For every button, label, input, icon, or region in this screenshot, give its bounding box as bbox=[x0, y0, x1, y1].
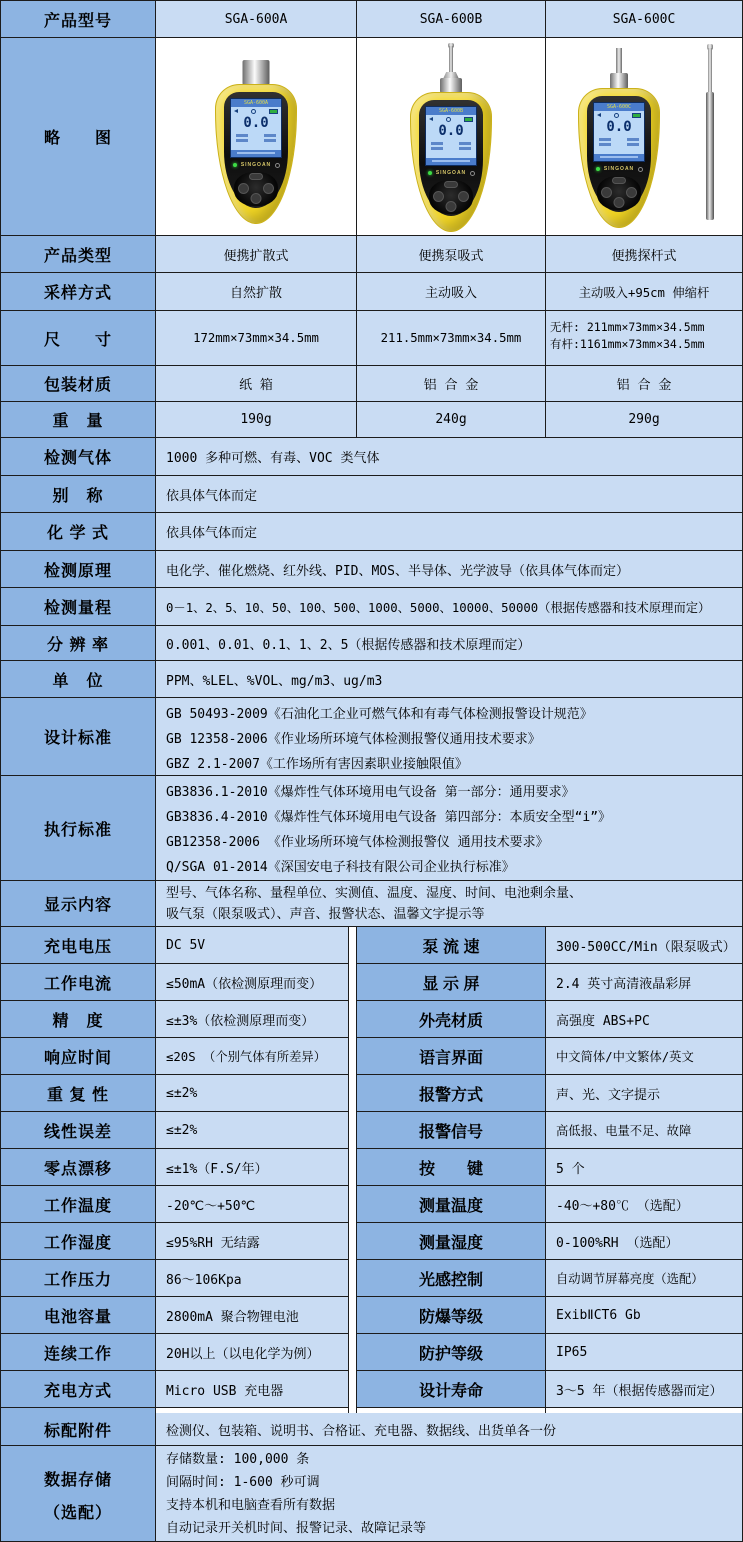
sketch-row-label: 略 图 bbox=[1, 38, 156, 236]
product-photo-sga600c bbox=[546, 38, 742, 236]
value-a: 便携扩散式 bbox=[156, 236, 357, 273]
device-body bbox=[410, 92, 492, 232]
lcd-model-text: SGA-600A bbox=[231, 99, 281, 107]
left-value: ≤50mA（依检测原理而变） bbox=[156, 964, 349, 1001]
column-gap bbox=[349, 927, 357, 964]
right-label: 显 示 屏 bbox=[357, 964, 546, 1001]
enter-button bbox=[446, 201, 457, 212]
row-formula bbox=[1, 513, 742, 551]
right-value: 2.4 英寸高清液晶彩屏 bbox=[546, 964, 742, 1001]
model-sga600c: SGA-600C bbox=[546, 1, 742, 38]
left-label: 工作压力 bbox=[1, 1260, 156, 1297]
row-accessories bbox=[1, 1413, 742, 1446]
right-label: 泵 流 速 bbox=[357, 927, 546, 964]
left-label: 零点漂移 bbox=[1, 1149, 156, 1186]
right-label: 设计寿命 bbox=[357, 1371, 546, 1408]
row-label: 包装材质 bbox=[1, 366, 156, 402]
left-value: 20H以上（以电化学为例） bbox=[156, 1334, 349, 1371]
row-label: 检测原理 bbox=[1, 551, 156, 588]
pump-inlet-cap bbox=[610, 73, 628, 89]
row-exec-standard bbox=[1, 776, 742, 881]
row-label: 分 辨 率 bbox=[1, 626, 156, 661]
lcd-screen bbox=[593, 102, 645, 162]
row-principle bbox=[1, 551, 742, 588]
column-gap bbox=[349, 1334, 357, 1371]
left-value: ≤±1%（F.S/年） bbox=[156, 1149, 349, 1186]
right-label: 防护等级 bbox=[357, 1334, 546, 1371]
battery-icon bbox=[632, 113, 641, 118]
spec-row bbox=[1, 964, 742, 1001]
lcd-screen bbox=[230, 98, 282, 158]
spec-row bbox=[1, 1186, 742, 1223]
column-gap bbox=[349, 1260, 357, 1297]
row-weight bbox=[1, 402, 742, 438]
row-label: 执行标准 bbox=[1, 776, 156, 881]
brand-label: SINGOAN bbox=[435, 170, 467, 176]
right-value: 0-100%RH （选配） bbox=[546, 1223, 742, 1260]
right-value: 高强度 ABS+PC bbox=[546, 1001, 742, 1038]
spec-row bbox=[1, 1371, 742, 1408]
speaker-icon bbox=[234, 109, 238, 113]
nav-left-button bbox=[433, 191, 444, 202]
menu-button bbox=[249, 173, 263, 180]
column-gap bbox=[349, 1371, 357, 1408]
brand-label: SINGOAN bbox=[240, 162, 272, 168]
row-value: 存储数量: 100,000 条 间隔时间: 1-600 秒可调 支持本机和电脑查看所有数据 自动记录开关机时间、报警记录、故障记录等 bbox=[156, 1446, 742, 1542]
speaker-icon bbox=[597, 113, 601, 117]
gas-reading: 0.0 bbox=[606, 119, 632, 135]
left-label: 电池容量 bbox=[1, 1297, 156, 1334]
device-body bbox=[578, 88, 660, 228]
device-front-panel bbox=[224, 92, 288, 208]
row-label: 设计标准 bbox=[1, 698, 156, 776]
column-gap bbox=[349, 1001, 357, 1038]
left-value: ≤20S （个别气体有所差异） bbox=[156, 1038, 349, 1075]
spec-row bbox=[1, 1223, 742, 1260]
left-label: 充电方式 bbox=[1, 1371, 156, 1408]
column-gap bbox=[349, 1038, 357, 1075]
right-value: -40～+80℃ （选配） bbox=[546, 1186, 742, 1223]
spec-row bbox=[1, 1334, 742, 1371]
menu-button bbox=[612, 177, 626, 184]
right-value: 高低报、电量不足、故障 bbox=[546, 1112, 742, 1149]
row-value: GB3836.1-2010《爆炸性气体环境用电气设备 第一部分：通用要求》 GB3836.4-2010《爆炸性气体环境用电气设备 第四部分：本质安全型“i”》 GB12358-2006 《作业场所环境气体检测报警仪 通用技术要求》 Q/SGA 01-2014《深国安电子科技有限公司企业执行标准》 bbox=[156, 776, 742, 881]
row-label: 别 称 bbox=[1, 476, 156, 513]
lcd-statusbar bbox=[231, 150, 281, 157]
device-front-panel bbox=[587, 96, 651, 212]
enter-button bbox=[251, 193, 262, 204]
power-icon bbox=[638, 167, 643, 172]
spec-row bbox=[1, 1112, 742, 1149]
probe-tube bbox=[449, 46, 453, 73]
nav-right-button bbox=[626, 187, 637, 198]
pump-fan-icon bbox=[251, 109, 256, 114]
row-value: 0－1、2、5、10、50、100、500、1000、5000、10000、50000（根据传感器和技术原理而定） bbox=[156, 588, 742, 626]
left-label: 工作温度 bbox=[1, 1186, 156, 1223]
spec-row bbox=[1, 1001, 742, 1038]
row-design-standard bbox=[1, 698, 742, 776]
column-gap bbox=[349, 1149, 357, 1186]
row-label: 采样方式 bbox=[1, 273, 156, 311]
value-b: 便携泵吸式 bbox=[357, 236, 546, 273]
led-indicator bbox=[596, 167, 600, 171]
right-label: 防爆等级 bbox=[357, 1297, 546, 1334]
row-label: 检测气体 bbox=[1, 438, 156, 476]
lcd-model-text: SGA-600B bbox=[426, 107, 476, 115]
left-label: 工作湿度 bbox=[1, 1223, 156, 1260]
model-row-label: 产品型号 bbox=[1, 1, 156, 38]
value-c: 便携探杆式 bbox=[546, 236, 742, 273]
row-value: 依具体气体而定 bbox=[156, 513, 742, 551]
right-label: 语言界面 bbox=[357, 1038, 546, 1075]
column-gap bbox=[349, 1112, 357, 1149]
power-icon bbox=[275, 163, 280, 168]
nav-left-button bbox=[601, 187, 612, 198]
device-front-panel bbox=[419, 100, 483, 216]
keypad bbox=[429, 180, 473, 214]
left-label: 重 复 性 bbox=[1, 1075, 156, 1112]
row-resolution bbox=[1, 626, 742, 661]
row-label: 显示内容 bbox=[1, 881, 156, 927]
value-c: 无杆: 211mm×73mm×34.5mm 有杆:1161mm×73mm×34.5mm bbox=[546, 311, 742, 366]
left-value: -20℃～+50℃ bbox=[156, 1186, 349, 1223]
right-label: 报警方式 bbox=[357, 1075, 546, 1112]
product-photo-sga600a bbox=[156, 38, 357, 236]
spec-row bbox=[1, 927, 742, 964]
gas-reading: 0.0 bbox=[438, 123, 464, 139]
value-a: 纸 箱 bbox=[156, 366, 357, 402]
value-b: 211.5mm×73mm×34.5mm bbox=[357, 311, 546, 366]
spec-row bbox=[1, 1038, 742, 1075]
value-b: 主动吸入 bbox=[357, 273, 546, 311]
right-value: 自动调节屏幕亮度（选配） bbox=[546, 1260, 742, 1297]
keypad bbox=[597, 176, 641, 210]
right-value: 5 个 bbox=[546, 1149, 742, 1186]
row-value: 型号、气体名称、量程单位、实测值、温度、湿度、时间、电池剩余量、 吸气泵（限泵吸式）、声音、报警状态、温馨文字提示等 bbox=[156, 881, 742, 927]
row-value: GB 50493-2009《石油化工企业可燃气体和有毒气体检测报警设计规范》 GB 12358-2006《作业场所环境气体检测报警仪通用技术要求》 GBZ 2.1-2007《工作场所有害因素职业接触限值》 bbox=[156, 698, 742, 776]
pump-fan-icon bbox=[446, 117, 451, 122]
row-product-type bbox=[1, 236, 742, 273]
column-gap bbox=[349, 1223, 357, 1260]
led-indicator bbox=[428, 171, 432, 175]
row-value: 1000 多种可燃、有毒、VOC 类气体 bbox=[156, 438, 742, 476]
left-label: 工作电流 bbox=[1, 964, 156, 1001]
row-label: 产品类型 bbox=[1, 236, 156, 273]
row-value: 依具体气体而定 bbox=[156, 476, 742, 513]
left-label: 线性误差 bbox=[1, 1112, 156, 1149]
battery-icon bbox=[464, 117, 473, 122]
nav-right-button bbox=[458, 191, 469, 202]
row-value: 电化学、催化燃烧、红外线、PID、MOS、半导体、光学波导（依具体气体而定） bbox=[156, 551, 742, 588]
battery-icon bbox=[269, 109, 278, 114]
left-value: 2800mA 聚合物锂电池 bbox=[156, 1297, 349, 1334]
row-data-storage bbox=[1, 1446, 742, 1542]
value-a: 自然扩散 bbox=[156, 273, 357, 311]
row-sampling bbox=[1, 273, 742, 311]
model-sga600b: SGA-600B bbox=[357, 1, 546, 38]
lcd-screen bbox=[425, 106, 477, 166]
gas-reading: 0.0 bbox=[243, 115, 269, 131]
speaker-icon bbox=[429, 117, 433, 121]
column-gap bbox=[349, 964, 357, 1001]
left-label: 连续工作 bbox=[1, 1334, 156, 1371]
row-label: 检测量程 bbox=[1, 588, 156, 626]
left-value: ≤±3%（依检测原理而变） bbox=[156, 1001, 349, 1038]
device-b bbox=[408, 46, 494, 230]
lcd-statusbar bbox=[426, 158, 476, 165]
pump-fan-icon bbox=[614, 113, 619, 118]
row-value: 0.001、0.01、0.1、1、2、5（根据传感器和技术原理而定） bbox=[156, 626, 742, 661]
right-label: 外壳材质 bbox=[357, 1001, 546, 1038]
right-value: ExibⅡCT6 Gb bbox=[546, 1297, 742, 1334]
right-value: 中文简体/中文繁体/英文 bbox=[546, 1038, 742, 1075]
left-value: DC 5V bbox=[156, 927, 349, 964]
left-value: ≤95%RH 无结露 bbox=[156, 1223, 349, 1260]
row-alias bbox=[1, 476, 742, 513]
nav-left-button bbox=[238, 183, 249, 194]
row-range bbox=[1, 588, 742, 626]
row-label: 数据存储 （选配） bbox=[1, 1446, 156, 1542]
row-value: 检测仪、包装箱、说明书、合格证、充电器、数据线、出货单各一份 bbox=[156, 1413, 742, 1446]
lcd-statusbar bbox=[594, 154, 644, 161]
enter-button bbox=[614, 197, 625, 208]
spec-row bbox=[1, 1260, 742, 1297]
row-label: 重 量 bbox=[1, 402, 156, 438]
row-size bbox=[1, 311, 742, 366]
right-value: 3～5 年（根据传感器而定） bbox=[546, 1371, 742, 1408]
row-label: 尺 寸 bbox=[1, 311, 156, 366]
menu-button bbox=[444, 181, 458, 188]
diffusion-cap bbox=[243, 60, 270, 85]
value-b: 240g bbox=[357, 402, 546, 438]
led-indicator bbox=[233, 163, 237, 167]
value-a: 172mm×73mm×34.5mm bbox=[156, 311, 357, 366]
row-label: 化 学 式 bbox=[1, 513, 156, 551]
value-a: 190g bbox=[156, 402, 357, 438]
column-gap bbox=[349, 1075, 357, 1112]
row-sketch bbox=[1, 38, 742, 236]
right-label: 测量温度 bbox=[357, 1186, 546, 1223]
right-value: 声、光、文字提示 bbox=[546, 1075, 742, 1112]
keypad bbox=[234, 172, 278, 206]
device-body bbox=[215, 84, 297, 224]
left-value: Micro USB 充电器 bbox=[156, 1371, 349, 1408]
telescopic-rod bbox=[706, 48, 714, 220]
left-label: 充电电压 bbox=[1, 927, 156, 964]
value-c: 铝 合 金 bbox=[546, 366, 742, 402]
probe-tube bbox=[616, 48, 622, 74]
lcd-model-text: SGA-600C bbox=[594, 103, 644, 111]
left-value: 86～106Kpa bbox=[156, 1260, 349, 1297]
left-label: 响应时间 bbox=[1, 1038, 156, 1075]
row-model bbox=[1, 1, 742, 38]
right-value: IP65 bbox=[546, 1334, 742, 1371]
device-a bbox=[213, 46, 299, 230]
power-icon bbox=[470, 171, 475, 176]
value-c: 290g bbox=[546, 402, 742, 438]
spec-row bbox=[1, 1297, 742, 1334]
row-value: PPM、%LEL、%VOL、mg/m3、ug/m3 bbox=[156, 661, 742, 698]
right-label: 测量湿度 bbox=[357, 1223, 546, 1260]
row-gas bbox=[1, 438, 742, 476]
right-value: 300-500CC/Min（限泵吸式） bbox=[546, 927, 742, 964]
row-label: 单 位 bbox=[1, 661, 156, 698]
row-packing bbox=[1, 366, 742, 402]
value-b: 铝 合 金 bbox=[357, 366, 546, 402]
model-sga600a: SGA-600A bbox=[156, 1, 357, 38]
pump-inlet-cap bbox=[440, 78, 462, 93]
spec-row bbox=[1, 1075, 742, 1112]
device-c bbox=[576, 46, 662, 230]
left-value: ≤±2% bbox=[156, 1112, 349, 1149]
row-label: 标配附件 bbox=[1, 1413, 156, 1446]
column-gap bbox=[349, 1297, 357, 1334]
spec-row bbox=[1, 1149, 742, 1186]
nav-right-button bbox=[263, 183, 274, 194]
row-display-content bbox=[1, 881, 742, 927]
value-c: 主动吸入+95cm 伸缩杆 bbox=[546, 273, 742, 311]
product-photo-sga600b bbox=[357, 38, 546, 236]
right-label: 光感控制 bbox=[357, 1260, 546, 1297]
column-gap bbox=[349, 1186, 357, 1223]
right-label: 按 键 bbox=[357, 1149, 546, 1186]
right-label: 报警信号 bbox=[357, 1112, 546, 1149]
left-value: ≤±2% bbox=[156, 1075, 349, 1112]
row-unit bbox=[1, 661, 742, 698]
left-label: 精 度 bbox=[1, 1001, 156, 1038]
brand-label: SINGOAN bbox=[603, 166, 635, 172]
